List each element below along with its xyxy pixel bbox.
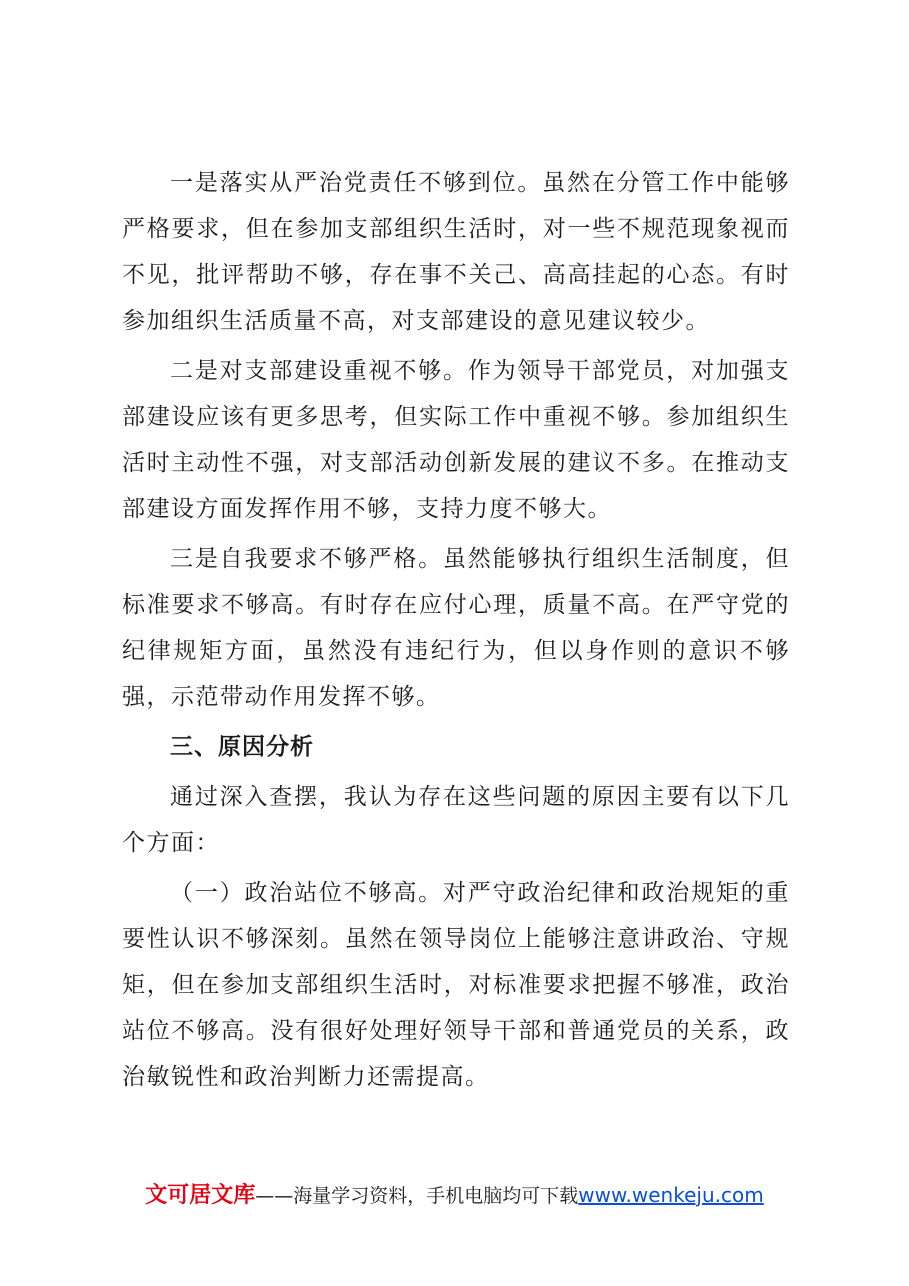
paragraph-2: 二是对支部建设重视不够。作为领导干部党员，对加强支部建设应该有更多思考，但实际工作中重视不够。参加组织生活时主动性不强，对支部活动创新发展的建议不多。在推动支部建设方面发挥作用不够，支持力度不够大。 <box>122 358 790 522</box>
footer-brand: 文可居文库 <box>145 1183 256 1208</box>
footer-banner <box>0 1180 909 1211</box>
section-heading: 三、原因分析 <box>170 734 314 760</box>
paragraph-1: 一是落实从严治党责任不够到位。虽然在分管工作中能够严格要求，但在参加支部组织生活时，对一些不规范现象视而不见，批评帮助不够，存在事不关己、高高挂起的心态。有时参加组织生活质量不高，对支部建设的意见建议较少。 <box>122 170 790 334</box>
intro-paragraph: 通过深入查摆，我认为存在这些问题的原因主要有以下几个方面： <box>122 784 790 856</box>
footer-slogan: ——海量学习资料，手机电脑均可下载 <box>255 1185 579 1207</box>
footer-url-link[interactable]: www.wenkeju.com <box>578 1183 764 1207</box>
document-body <box>122 160 790 1104</box>
point-one-paragraph: （一）政治站位不够高。对严守政治纪律和政治规矩的重要性认识不够深刻。虽然在领导岗位上能够注意讲政治、守规矩，但在参加支部组织生活时，对标准要求把握不够准，政治站位不够高。没有很好处理好领导干部和普通党员的关系，政治敏锐性和政治判断力还需提高。 <box>122 880 790 1090</box>
paragraph-3: 三是自我要求不够严格。虽然能够执行组织生活制度，但标准要求不够高。有时存在应付心理，质量不高。在严守党的纪律规矩方面，虽然没有违纪行为，但以身作则的意识不够强，示范带动作用发挥不够。 <box>122 546 790 710</box>
